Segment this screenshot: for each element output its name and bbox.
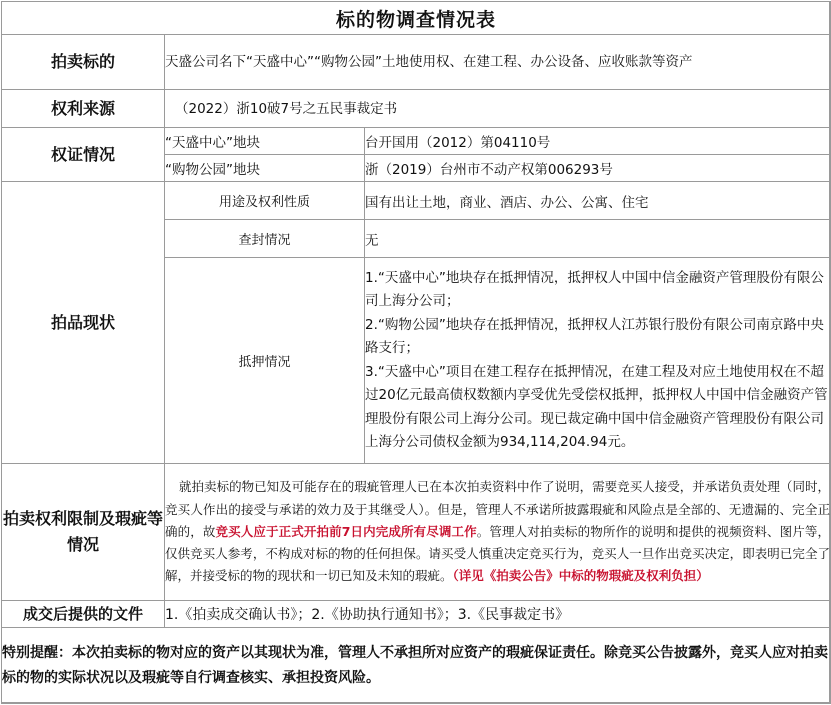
title-row — [2, 2, 831, 35]
usage-row — [2, 182, 831, 220]
rights-source-value: （2022）浙10破7号之五民事裁定书 — [165, 90, 831, 128]
usage-value: 国有出让土地，商业、酒店、办公、公寓、住宅 — [365, 182, 831, 220]
mortgage-label: 抵押情况 — [165, 258, 365, 464]
seizure-value: 无 — [365, 220, 831, 258]
certificate-number-2: 浙（2019）台州市不动产权第006293号 — [365, 155, 831, 182]
survey-table — [1, 1, 831, 704]
limitation-label: 拍卖权利限制及瑕疵等情况 — [2, 464, 165, 601]
documents-label: 成交后提供的文件 — [2, 601, 165, 628]
limitation-text — [165, 464, 831, 601]
survey-document — [1, 1, 830, 703]
mortgage-item-1: 1.“天盛中心”地块存在抵押情况，抵押权人中国中信金融资产管理股份有限公司上海分公司； — [365, 269, 824, 309]
certificate-plot-1: “天盛中心”地块 — [165, 128, 365, 155]
limitation-text-reference: （详见《拍卖公告》中标的物瑕疵及权利负担） — [452, 568, 709, 584]
documents-row — [2, 601, 831, 628]
mortgage-details — [365, 258, 831, 464]
document-title: 标的物调查情况表 — [2, 2, 831, 35]
certificate-label: 权证情况 — [2, 128, 165, 182]
rights-source-row — [2, 90, 831, 128]
certificate-number-1: 台开国用（2012）第04110号 — [365, 128, 831, 155]
limitation-row — [2, 464, 831, 601]
rights-source-label: 权利来源 — [2, 90, 165, 128]
usage-label: 用途及权利性质 — [165, 182, 365, 220]
mortgage-item-3: 3.“天盛中心”项目在建工程存在抵押情况，在建工程及对应土地使用权在不超过20亿元最高债权数额内享受优先受偿权抵押，抵押权人中国中信金融资产管理股份有限公司上海分公司。现已裁定确中国中信金融资产管理股份有限公司上海分公司债权金额为934,114,204.94元。 — [365, 363, 828, 450]
auction-subject-label: 拍卖标的 — [2, 35, 165, 90]
limitation-text-body: 就拍卖标的物已知及可能存在的瑕疵管理人已在本次拍卖资料中作了说明，需要竞买人接受，并承诺负责处理（同时，竞买人作出的接受与承诺的效力及于其继受人）。但是，管理人不承诺所披露瑕疵和风险点是全部的、无遗漏的、完全正确的，故 — [165, 479, 830, 539]
auction-subject-row — [2, 35, 831, 90]
mortgage-item-2: 2.“购物公园”地块存在抵押情况，抵押权人江苏银行股份有限公司南京路中央路支行； — [365, 316, 824, 356]
status-label: 拍品现状 — [2, 182, 165, 464]
documents-value: 1.《拍卖成交确认书》；2.《协助执行通知书》；3.《民事裁定书》 — [165, 601, 831, 628]
auction-subject-value: 天盛公司名下“天盛中心”“购物公园”土地使用权、在建工程、办公设备、应收账款等资产 — [165, 35, 831, 90]
seizure-label: 查封情况 — [165, 220, 365, 258]
certificate-row-1 — [2, 128, 831, 155]
certificate-plot-2: “购物公园”地块 — [165, 155, 365, 182]
special-note: 特别提醒：本次拍卖标的物对应的资产以其现状为准，管理人不承担所对应资产的瑕疵保证责任。除竞买公告披露外，竞买人应对拍卖标的物的实际状况以及瑕疵等自行调查核实、承担投资风险。 — [2, 628, 831, 704]
limitation-text-highlight: 竞买人应于正式开拍前7日内完成所有尽调工作 — [215, 523, 477, 539]
special-note-row — [2, 628, 831, 704]
limitation-text-body-2: 。管理人对拍卖标的物所作的说明和提供的视频资料、图片等，仅供竞买人参考，不构成对标的物的任何担保。请买受人慎重决定竞买行为，竞买人一旦作出竞买决定，即表明已完全了解，并接受标的物的现状和一切已知及未知的瑕疵。 — [165, 523, 830, 584]
